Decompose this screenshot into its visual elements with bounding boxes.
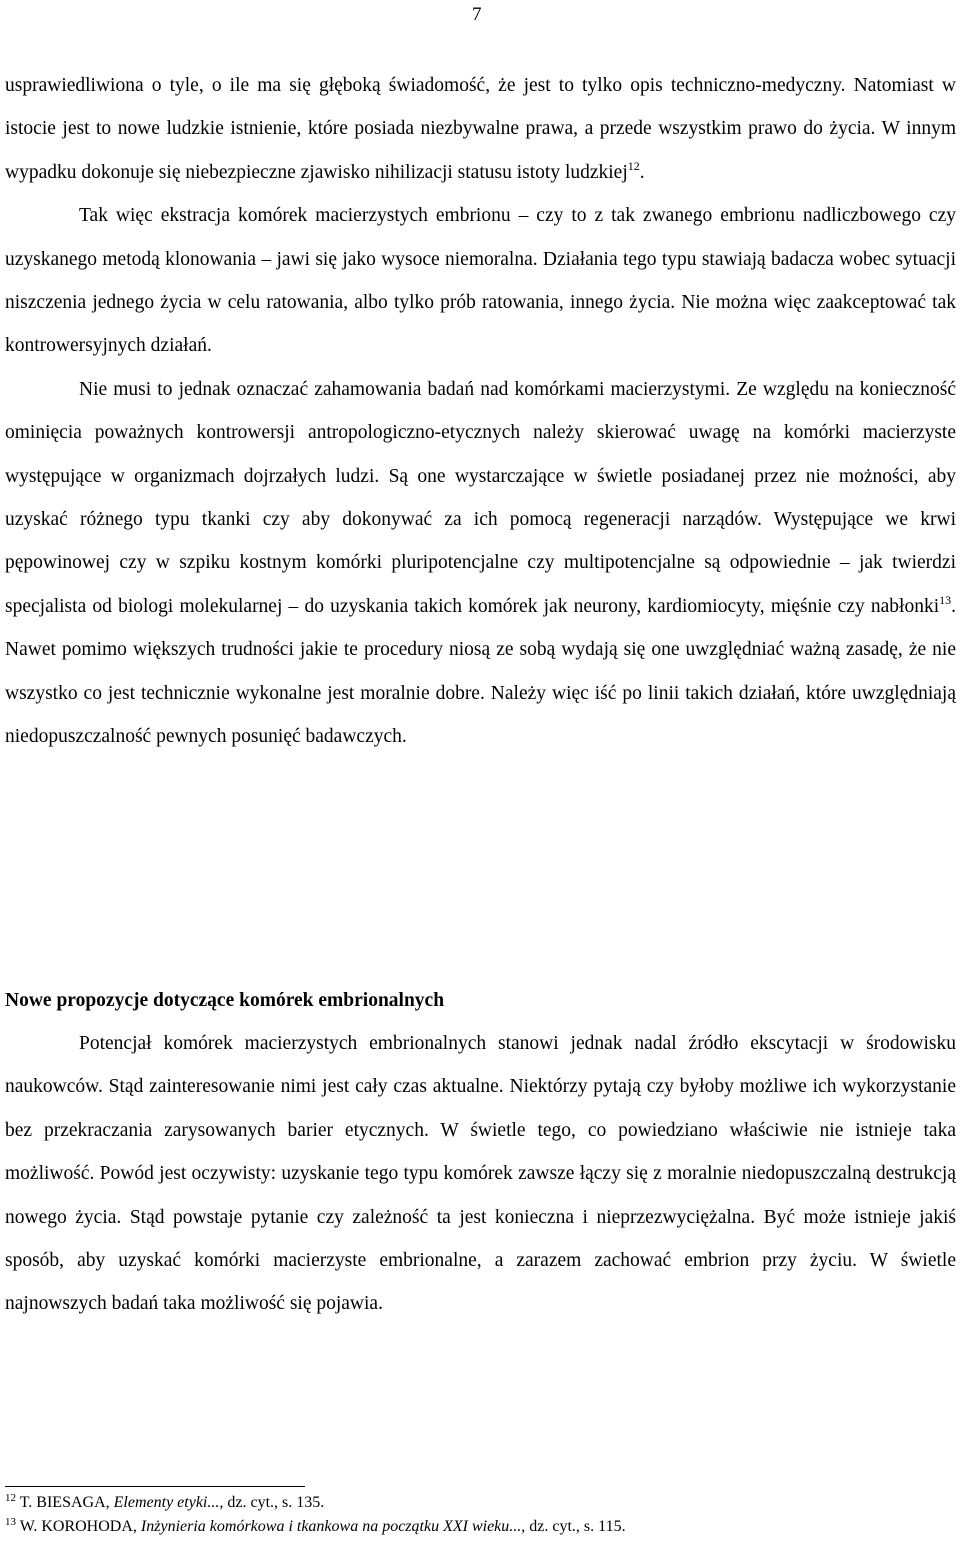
page-number: 7 — [472, 4, 482, 25]
footnote-ref[interactable]: 12 — [627, 158, 640, 173]
footnotes — [5, 1491, 626, 1539]
footnote: $^{12}$ T. BIESAGA, Elementy etyki..., dz. cyt., s. 135. — [5, 1492, 325, 1511]
footnote-separator — [5, 1486, 305, 1487]
body-text-section-2 — [5, 1022, 956, 1326]
paragraph: usprawiedliwiona o tyle, o ile ma się głęboką świadomość, że jest to tylko opis techniczno-medyczny. Natomiast w istocie jest to nowe ludzkie istnienie, które posiada niezbywalne prawa, a przede wszystkim prawo do życia. W innym wypadku dokonuje się niebezpieczne zjawisko nihilizacji statusu istoty ludzkiej$^{12}$. — [5, 75, 956, 183]
paragraph: Nie musi to jednak oznaczać zahamowania badań nad komórkami macierzystymi. Ze względu na konieczność ominięcia poważnych kontrowersji antropologiczno-etycznych należy skierować uwagę na komórki macierzyste występujące w organizmach dojrzałych ludzi. Są one wystarczające w świetle posiadanej przez nie możności, aby uzyskać różnego typu tkanki czy aby dokonywać za ich pomocą regeneracji narządów. Występujące we krwi pępowinowej czy w szpiku kostnym komórki pluripotencjalne czy multipotencjalne są odpowiednie – jak twierdzi specjalista od biologi molekularnej – do uzyskania takich komórek jak neurony, kardiomiocyty, mięśnie czy nabłonki$^{13}$. Nawet pomimo większych trudności jakie te procedury niosą ze sobą wydają się one uwzględniać ważną zasadę, że nie wszystko co jest technicznie wykonalne jest moralnie dobre. Należy więc iść po linii takich działań, które uwzględniają niedopuszczalność pewnych posunięć badawczych. — [5, 378, 956, 748]
footnote-number: 13 — [5, 1516, 16, 1528]
footnote-title: Inżynieria komórkowa i tkankowa na początku XXI wieku... — [140, 1518, 522, 1535]
footnote: $^{13}$ W. KOROHODA, Inżynieria komórkowa i tkankowa na początku XXI wieku..., dz. cyt., s. 115. — [5, 1516, 626, 1535]
footnote-ref[interactable]: 13 — [939, 592, 952, 607]
paragraph: Potencjał komórek macierzystych embrionalnych stanowi jednak nadal źródło ekscytacji w środowisku naukowców. Stąd zainteresowanie nimi jest cały czas aktualne. Niektórzy pytają czy byłoby możliwe ich wykorzystanie bez przekraczania zarysowanych barier etycznych. W świetle tego, co powiedziano właściwie nie istnieje taka możliwość. Powód jest oczywisty: uzyskanie tego typu komórek zawsze łączy się z moralnie niedopuszczalną destrukcją nowego życia. Stąd powstaje pytanie czy zależność ta jest konieczna i nieprzezwyciężalna. Być może istnieje jakiś sposób, aby uzyskać komórki macierzyste embrionalne, a zarazem zachować embrion przy życiu. W świetle najnowszych badań taka możliwość się pojawia. — [5, 1033, 956, 1315]
paragraph: Tak więc ekstracja komórek macierzystych embrionu – czy to z tak zwanego embrionu nadliczbowego czy uzyskanego metodą klonowania – jawi się jako wysoce niemoralna. Działania tego typu stawiają badacza wobec sytuacji niszczenia jednego życia w celu ratowania, albo tylko prób ratowania, innego życia. Nie można więc zaakceptować tak kontrowersyjnych działań. — [5, 205, 956, 357]
footnote-number: 12 — [5, 1492, 16, 1504]
footnote-title: Elementy etyki... — [113, 1494, 220, 1511]
section-heading: Nowe propozycje dotyczące komórek embrionalnych — [5, 990, 445, 1011]
body-text-section-1 — [5, 64, 956, 759]
